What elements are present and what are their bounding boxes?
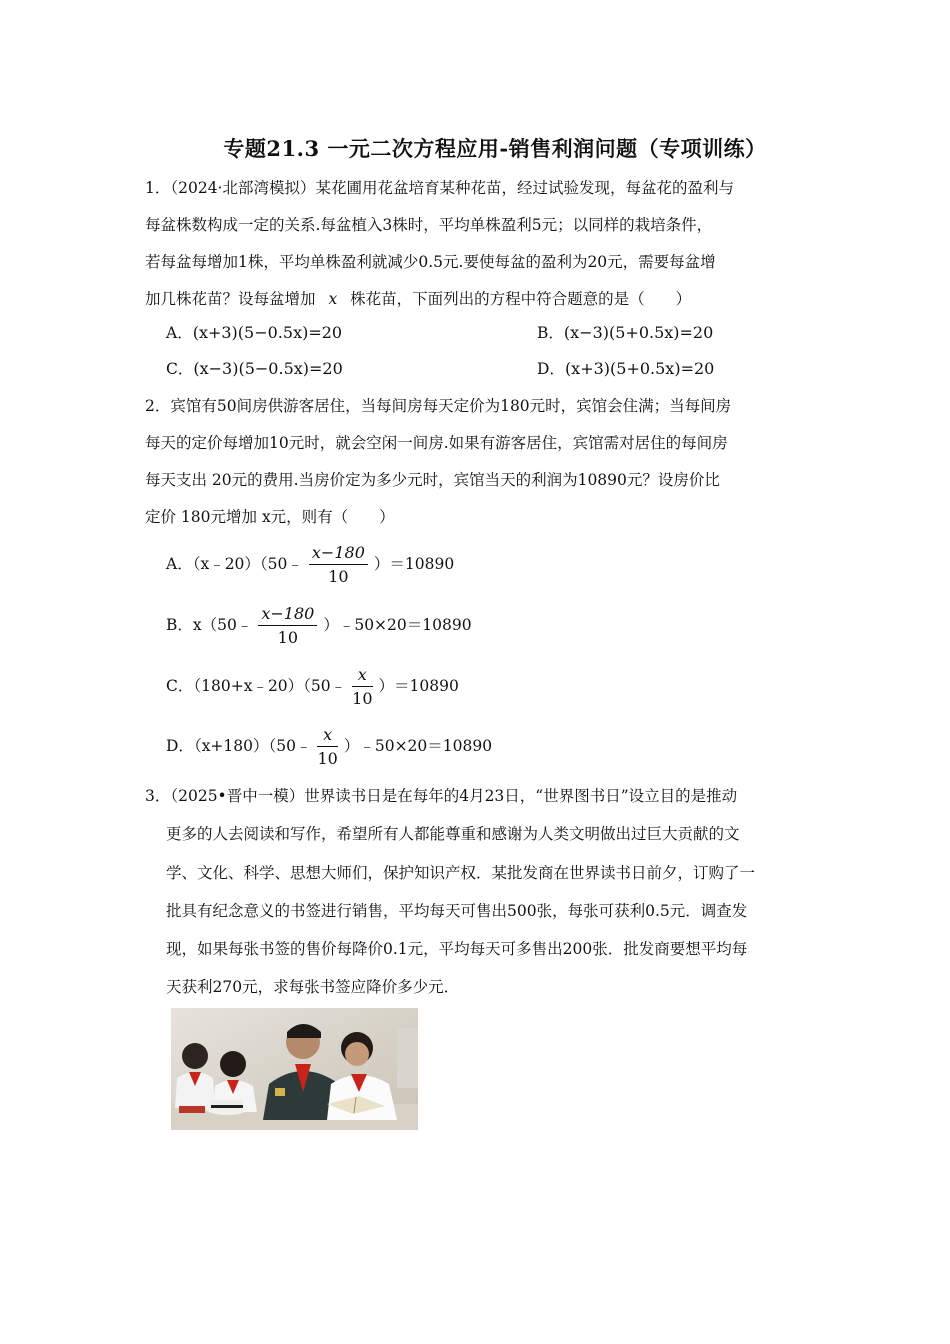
option-expression: (x+3)(5−0.5x)=20 <box>192 323 343 342</box>
q1-option-c[interactable] <box>166 359 343 379</box>
option-expression-post: ）﹣50×20＝10890 <box>323 616 472 634</box>
page-title: 专题21.3 一元二次方程应用-销售利润问题（专项训练） <box>223 136 767 161</box>
q3-line-6: 天获利270元，求每张书签应降价多少元． <box>166 978 460 996</box>
option-label: B． <box>166 616 193 634</box>
q1-variable: x <box>328 290 338 308</box>
fraction-numerator: x−180 <box>261 604 315 623</box>
q1-line-4 <box>145 289 691 309</box>
fraction-denominator: 10 <box>328 567 349 586</box>
option-expression: (x+3)(5+0.5x)=20 <box>564 359 715 378</box>
q3-line-1: 3．（2025•晋中一模）世界读书日是在每年的4月23日，“世界图书日”设立目的是推动 <box>145 787 738 805</box>
option-expression: (x−3)(5−0.5x)=20 <box>193 359 343 378</box>
q1-line-2: 每盆株数构成一定的关系.每盆植入3株时，平均单株盈利5元；以同样的栽培条件， <box>145 216 713 234</box>
reading-photo-illustration <box>171 1008 418 1130</box>
fraction <box>352 665 372 709</box>
option-label: D． <box>537 360 565 378</box>
option-label: C． <box>166 677 194 695</box>
q2-option-a[interactable] <box>166 543 454 587</box>
option-expression-pre: （180+x﹣20）（50﹣ <box>193 677 347 695</box>
fraction <box>258 604 317 648</box>
fraction <box>309 543 368 587</box>
fraction-denominator: 10 <box>317 749 338 768</box>
q1-option-a[interactable] <box>166 323 342 343</box>
fraction <box>317 725 337 769</box>
q1-line-4-post: 株花苗，下面列出的方程中符合题意的是（ ） <box>350 290 692 308</box>
option-expression-pre: （x﹣20）（50﹣ <box>192 555 303 573</box>
option-expression-pre: x（50﹣ <box>192 616 253 634</box>
option-label: C． <box>166 360 194 378</box>
q1-line-4-pre: 加几株花苗？设每盆增加 <box>145 290 316 308</box>
option-expression: (x−3)(5+0.5x)=20 <box>563 323 714 342</box>
option-label: D． <box>166 737 194 755</box>
fraction-numerator: x−180 <box>311 543 365 562</box>
q2-line-2: 每天的定价每增加10元时，就会空闲一间房.如果有游客居住，宾馆需对居住的每间房 <box>145 434 728 452</box>
q3-line-2: 更多的人去阅读和写作，希望所有人都能尊重和感谢为人类文明做出过巨大贡献的文 <box>166 825 740 843</box>
option-expression-post: ）﹣50×20＝10890 <box>343 737 493 755</box>
fraction-denominator: 10 <box>277 628 299 647</box>
option-expression-post: ）＝10890 <box>378 677 459 695</box>
option-expression-pre: （x+180）（50﹣ <box>193 737 312 755</box>
option-label: B． <box>537 324 564 342</box>
fraction-denominator: 10 <box>352 689 373 708</box>
q2-option-c[interactable] <box>166 665 459 709</box>
q3-line-4: 批具有纪念意义的书签进行销售，平均每天可售出500张，每张可获利0.5元．调查发 <box>166 902 748 920</box>
q1-option-b[interactable] <box>537 323 713 343</box>
reading-photo <box>171 1008 418 1130</box>
q3-line-3: 学、文化、科学、思想大师们，保护知识产权．某批发商在世界读书日前夕，订购了一 <box>166 864 756 882</box>
q1-line-3: 若每盆每增加1株，平均单株盈利就减少0.5元.要使每盆的盈利为20元，需要每盆增 <box>145 253 716 271</box>
q2-option-d[interactable] <box>166 725 492 769</box>
fraction-numerator: x <box>323 725 333 744</box>
option-label: A． <box>166 555 193 573</box>
q1-line-1: 1．（2024·北部湾模拟）某花圃用花盆培育某种花苗，经过试验发现，每盆花的盈利与 <box>145 179 734 197</box>
q2-line-4: 定价 180元增加 x元，则有（ ） <box>145 508 395 526</box>
option-expression-post: ）＝10890 <box>373 555 455 573</box>
q2-line-3: 每天支出 20元的费用.当房价定为多少元时，宾馆当天的利润为10890元？设房价比 <box>145 471 720 489</box>
option-label: A． <box>166 324 193 342</box>
fraction-numerator: x <box>357 665 367 684</box>
q1-option-d[interactable] <box>537 359 714 379</box>
q2-line-1: 2．宾馆有50间房供游客居住，当每间房每天定价为180元时，宾馆会住满；当每间房 <box>145 397 732 415</box>
q3-line-5: 现，如果每张书签的售价每降价0.1元，平均每天可多售出200张．批发商要想平均每 <box>166 940 748 958</box>
q2-option-b[interactable] <box>166 604 472 648</box>
